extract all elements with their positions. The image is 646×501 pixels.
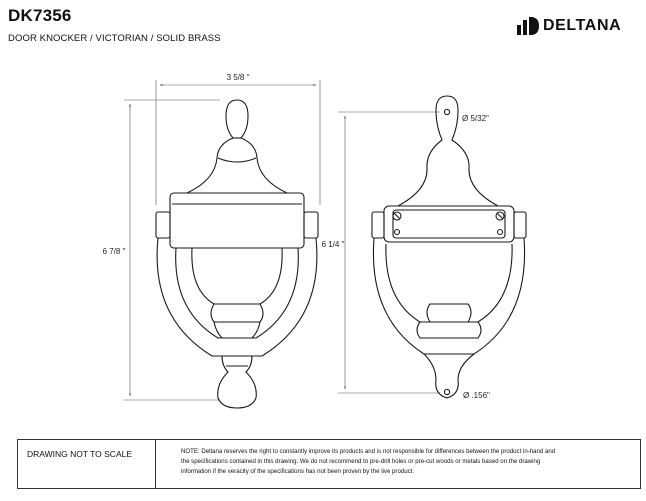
brand-name: DELTANA [543, 17, 622, 34]
note-line: the specifications contained in this drawing. We do not recommend to pre-drill holes or pre-cut woods or metals based on the drawing [181, 458, 541, 465]
deltana-bars-icon [517, 17, 539, 35]
bottom-mounting-hole [444, 389, 449, 394]
front-height-dimension [124, 100, 220, 400]
front-top-plate [170, 193, 304, 248]
back-top-tab [398, 96, 498, 206]
top-hole-label: Ø 5/32" [462, 114, 489, 123]
footer-box [17, 439, 641, 489]
scale-label: DRAWING NOT TO SCALE [27, 449, 133, 459]
front-width-label: 3 5/8 " [226, 73, 250, 82]
note-line: information if the veracity of the specifications has not been proven by the live product. [181, 468, 415, 475]
disclaimer-note [181, 447, 631, 477]
technical-drawing [0, 60, 646, 430]
front-vase [192, 248, 282, 304]
back-plate [384, 206, 514, 242]
front-view [124, 80, 320, 408]
front-ring-inner [176, 248, 299, 338]
brand-logo [517, 14, 621, 38]
front-finial [187, 100, 287, 193]
model-number: DK7356 [8, 6, 72, 25]
product-description: DOOR KNOCKER / VICTORIAN / SOLID BRASS [8, 33, 221, 44]
top-mounting-hole [444, 109, 449, 114]
front-width-dimension [156, 80, 320, 205]
bottom-hole-label: Ø .156" [463, 391, 490, 400]
scale-cell [18, 440, 156, 488]
front-strike [218, 356, 257, 408]
back-height-dimension [338, 112, 440, 393]
back-ring-inner [386, 244, 512, 322]
note-line: NOTE: Deltana reserves the right to constantly improve its products and is not responsible for differences between the product in-hand and [181, 448, 556, 455]
back-view [338, 96, 526, 398]
front-height-label: 6 7/8 " [102, 247, 126, 256]
back-height-label: 6 1/4 " [321, 240, 345, 249]
